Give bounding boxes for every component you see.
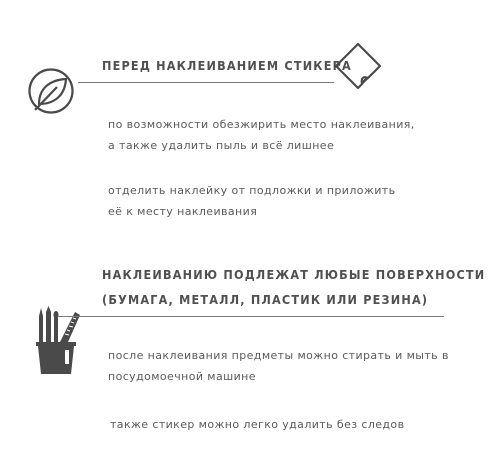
paragraph-4	[110, 414, 404, 435]
section2-heading-line-1: НАКЛЕИВАНИЮ ПОДЛЕЖАТ ЛЮБЫЕ ПОВЕРХНОСТИ	[102, 267, 486, 282]
paragraph-1	[108, 114, 415, 156]
paragraph-3-line-1: после наклеивания предметы можно стирать и мыть в	[108, 349, 449, 362]
paragraph-4-line-1: также стикер можно легко удалить без следов	[110, 418, 405, 431]
section1-heading: ПЕРЕД НАКЛЕИВАНИЕМ СТИКЕРА	[102, 58, 352, 73]
paragraph-2-line-2: её к месту наклеивания	[108, 205, 258, 218]
section2-heading	[102, 262, 485, 312]
leaf-circle-icon	[27, 67, 77, 117]
paragraph-3	[108, 345, 449, 387]
peeling-sticker-icon	[331, 40, 385, 94]
section2-heading-line-2: (БУМАГА, МЕТАЛЛ, ПЛАСТИК ИЛИ РЕЗИНА)	[102, 292, 429, 307]
paragraph-3-line-2: посудомоечной машине	[108, 370, 256, 383]
paragraph-1-line-1: по возможности обезжирить место наклеивания,	[108, 118, 415, 131]
paragraph-2-line-1: отделить наклейку от подложки и приложить	[108, 184, 396, 197]
divider-2	[58, 316, 444, 317]
paragraph-1-line-2: а также удалить пыль и всё лишнее	[108, 139, 335, 152]
divider-1	[78, 82, 334, 83]
paragraph-2	[108, 180, 395, 222]
